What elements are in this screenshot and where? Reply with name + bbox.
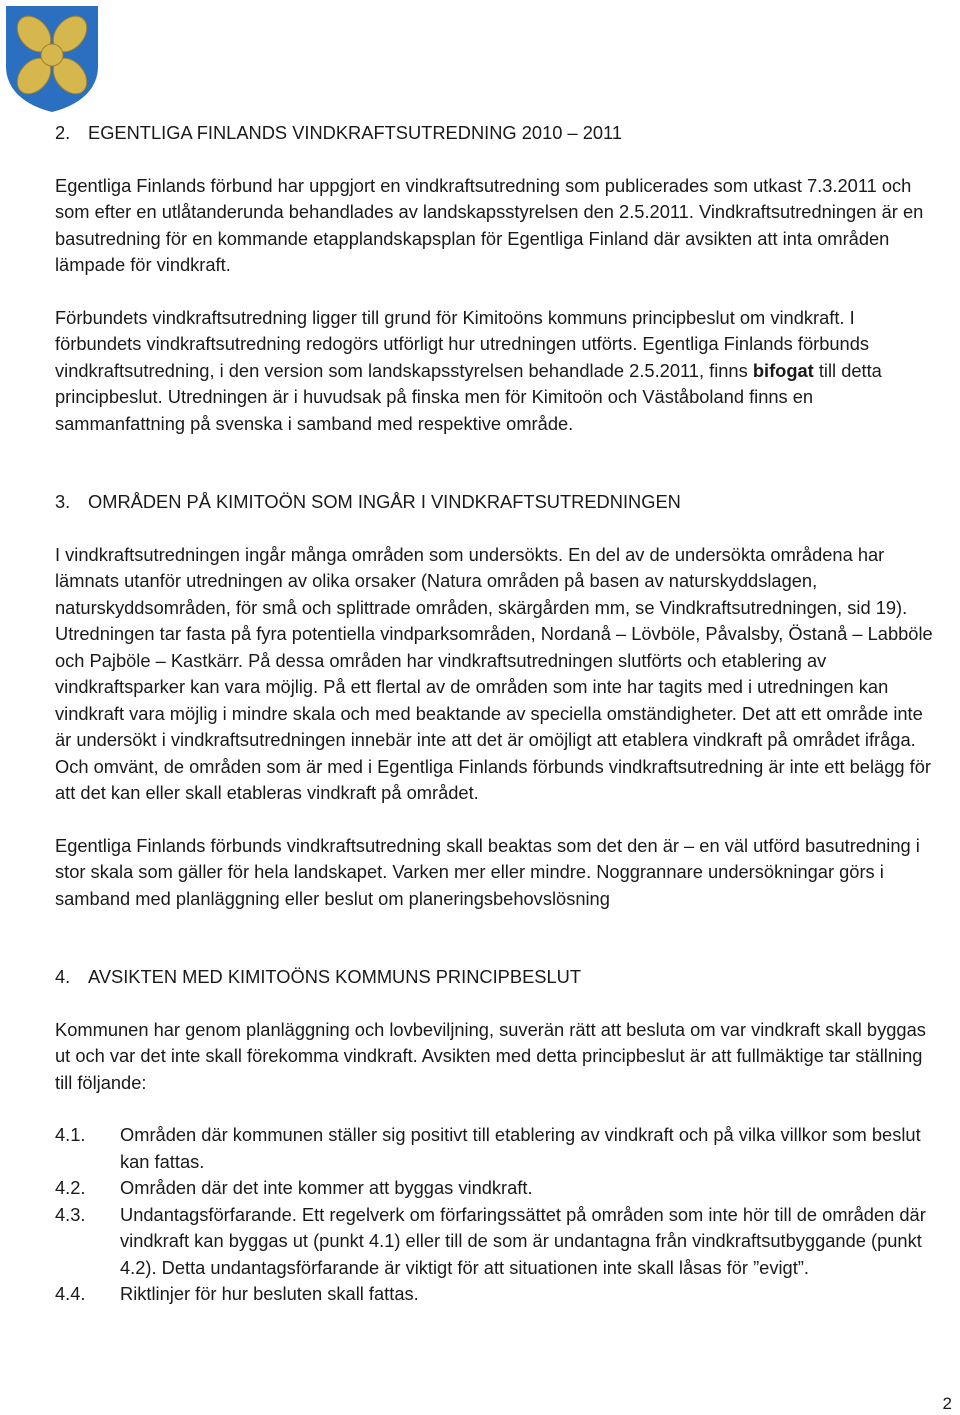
- section-title: EGENTLIGA FINLANDS VINDKRAFTSUTREDNING 2010 – 2011: [88, 122, 623, 143]
- section-number: 2.: [55, 122, 71, 143]
- paragraph: Kommunen har genom planläggning och lovbeviljning, suverän rätt att besluta om var vindkraft skall byggas ut och var det inte skall förekomma vindkraft. Avsikten med detta principbeslut är att fullmäktige tar ställning till följande:: [55, 1018, 926, 1093]
- list-item: [55, 1175, 935, 1202]
- section-3-heading: [55, 489, 935, 516]
- bold-text: bifogat: [752, 359, 814, 381]
- document-body: [55, 120, 935, 1308]
- page-number: 2: [942, 1394, 952, 1413]
- list-number: 4.4.: [55, 1283, 86, 1304]
- list-text: Områden där kommunen ställer sig positivt till etablering av vindkraft och på vilka villkor som beslut kan fattas.: [120, 1124, 921, 1172]
- paragraph: Egentliga Finlands förbund har uppgjort en vindkraftsutredning som publicerades som utkast 7.3.2011 och som efter en utlåtanderunda behandlades av landskapsstyrelsen den 2.5.2011. Vindkraftsutredningen är en basutredning för en kommande etapplandskapsplan för Egentliga Finland där avsikten att inta områden lämpade för vindkraft.: [55, 174, 924, 275]
- list-number: 4.2.: [55, 1177, 86, 1198]
- list-item: [55, 1202, 935, 1282]
- list-item: [55, 1281, 935, 1308]
- section-2-heading: [55, 120, 935, 147]
- paragraph: I vindkraftsutredningen ingår många områden som undersökts. En del av de undersökta områdena har lämnats utanför utredningen av olika orsaker (Natura områden på basen av naturskyddslagen, naturskyddsområden, för små och splittrade områden, skärgården mm, se Vindkraftsutredningen, sid 19). Utredningen tar fasta på fyra potentiella vindparksområden, Nordanå – Lövböle, Påvalsby, Östanå – Labböle och Pajböle – Kastkärr. På dessa områden har vindkraftsutredningen slutförts och etablering av vindkraftsparker kan vara möjlig. På ett flertal av de områden som inte har tagits med i utredningen kan vindkraft vara möjlig i mindre skala och med beaktande av speciella omständigheter. Det att ett område inte är undersökt i vindkraftsutredningen innebär inte att det är omöjligt att etablera vindkraft på området ifråga. Och omvänt, de områden som är med i Egentliga Finlands förbunds vindkraftsutredning är inte ett belägg för att det kan eller skall etableras vindkraft på området.: [55, 543, 933, 803]
- list-text: Undantagsförfarande. Ett regelverk om förfaringssättet på områden som inte hör till de områden där vindkraft kan byggas ut (punkt 4.1) eller till de som är undantagna från vindkraftsutbyggande (punkt 4.2). Detta undantagsförfarande är viktigt för att situationen inte skall låsas för ”evigt”.: [120, 1203, 926, 1278]
- section-4-heading: [55, 964, 935, 991]
- section-number: 4.: [55, 966, 71, 987]
- paragraph: Förbundets vindkraftsutredning ligger till grund för Kimitoöns kommuns principbeslut om vindkraft. I förbundets vindkraftsutredning redogörs utförligt hur utredningen utförts. Egentliga Finlands förbunds vindkraftsutredning, i den version som landskapsstyrelsen behandlade 2.5.2011, finns bifogat till detta principbeslut. Utredningen är i huvudsak på finska men för Kimitoön och Väståboland finns en sammanfattning på svenska i samband med respektive område.: [55, 306, 882, 434]
- list-number: 4.3.: [55, 1203, 86, 1225]
- municipal-crest-icon: [4, 4, 100, 114]
- list-number: 4.1.: [55, 1124, 86, 1145]
- paragraph: Egentliga Finlands förbunds vindkraftsutredning skall beaktas som det den är – en väl utförd basutredning i stor skala som gäller för hela landskapet. Varken mer eller mindre. Noggrannare undersökningar görs i samband med planläggning eller beslut om planeringsbehovslösning: [55, 834, 920, 909]
- section-number: 3.: [55, 491, 71, 512]
- section-title: OMRÅDEN PÅ KIMITOÖN SOM INGÅR I VINDKRAFTSUTREDNINGEN: [88, 491, 681, 512]
- list-item: [55, 1122, 935, 1175]
- section-title: AVSIKTEN MED KIMITOÖNS KOMMUNS PRINCIPBESLUT: [88, 966, 581, 987]
- list-text: Områden där det inte kommer att byggas vindkraft.: [120, 1177, 533, 1198]
- list-text: Riktlinjer för hur besluten skall fattas.: [120, 1283, 419, 1304]
